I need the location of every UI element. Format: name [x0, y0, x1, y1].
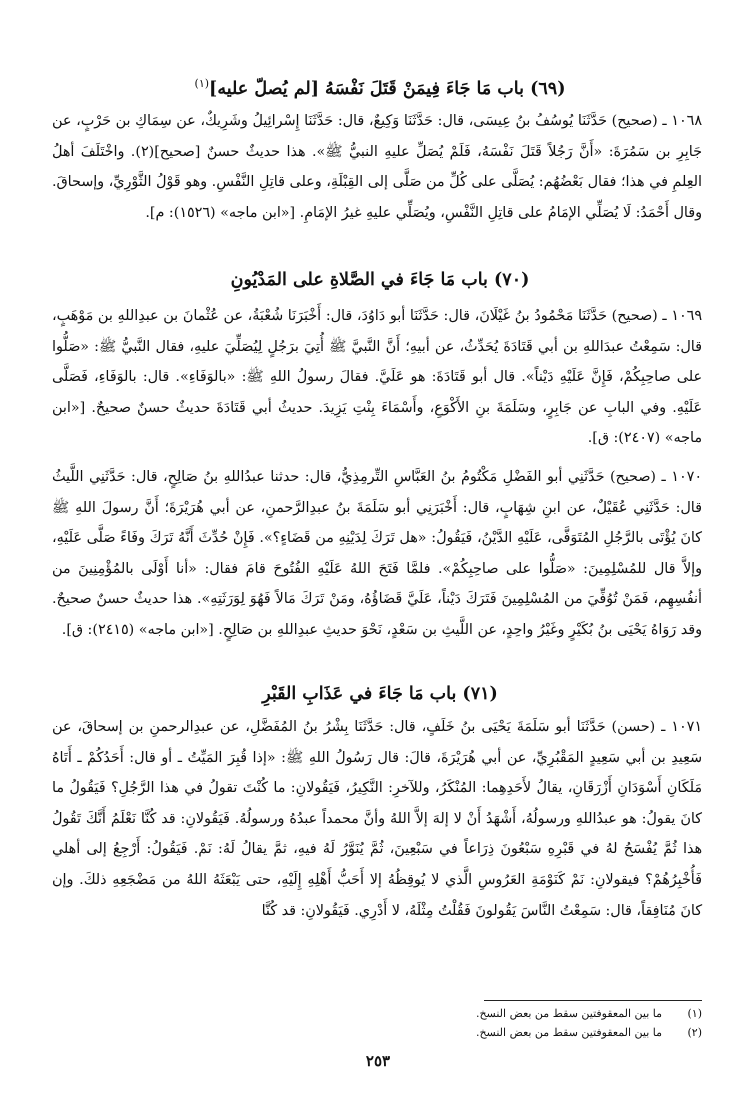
footnote-divider	[484, 1000, 702, 1001]
footnote-1	[362, 1006, 702, 1022]
hadith-1069: ١٠٦٩ ـ (صحيح) حَدَّثَنَا مَحْمُودُ بنُ غَيْلَانَ، قال: حَدَّثَنَا أبو دَاوُدَ، قال: أَخْبَرَنَا شُعْبَةُ، عن عُثْمانَ بن عبدِاللهِ بن مَوْهَبٍ، قال: سَمِعْتُ عبدَاللهِ بن أبي قَتَادَةَ يُحَدِّثُ، عن أبيهِ؛ أَنَّ النَّبيَّ ﷺ أُتِيَ برَجُلٍ لِيُصَلِّيَ عليهِ، فقال النَّبيُّ ﷺ: «صَلُّوا على صاحِبِكُمْ، فَإِنَّ عَلَيْهِ دَيْناً». قال أبو قَتَادَةَ: هو عَلَيَّ. فقالَ رسولُ اللهِ ﷺ: «بالوَفَاءِ». قال: بالوَفَاءِ، فَصَلَّى عَلَيْهِ. وفي البابِ عن جَابِرٍ، وسَلَمَةَ بنِ الأَكْوَعِ، وأَسْمَاءَ بِنْتِ يَزِيدَ. حديثُ أبي قَتَادَةَ حديثٌ حسنٌ صحيحٌ. [«ابن ماجه» (٢٤٠٧): ق].	[52, 308, 702, 447]
hadith-block-1070	[52, 462, 702, 676]
footnote-1-number: (١)	[687, 1007, 702, 1020]
hadith-block-1069	[52, 301, 702, 453]
hadith-1068: ١٠٦٨ ـ (صحيح) حَدَّثَنَا يُوسُفُ بنُ عِيسَى، قال: حَدَّثَنَا وَكِيعٌ، قال: حَدَّثَنَا إِسْرائِيلُ وشَرِيكٌ، عن سِمَاكِ بن حَرْبٍ، عن جَابِرِ بن سَمُرَةَ: «أَنَّ رَجُلاً قَتَلَ نَفْسَهُ، فَلَمْ يُصَلِّ عليهِ النبيُّ ﷺ». هذا حديثٌ حسنٌ [صحيح](٢). واخْتَلَفَ أهلُ العِلمِ في هذا؛ فقال بَعْضُهُم: يُصَلَّى على كُلِّ من صَلَّى إلى القِبْلَةِ، وعلى قاتِلِ النَّفْسِ. وهو قَوْلُ الثَّوْرِيِّ، وإسحاقَ. وقال أَحْمَدُ: لَا يُصَلِّي الإمَامُ على قاتِلِ النَّفْسِ، ويُصَلِّي عليهِ غيرُ الإمَامِ. [«ابن ماجه» (١٥٢٦): م].	[52, 113, 702, 221]
footnote-1-text: ما بين المعقوفتين سقط من بعض النسخ.	[475, 1007, 662, 1020]
hadith-1071: ١٠٧١ ـ (حسن) حَدَّثَنَا أبو سَلَمَةَ يَحْيَى بنُ خَلَفٍ، قال: حَدَّثَنَا بِشْرُ بنُ المُفَضَّلِ، عن عبدِالرحمنِ بن إسحاقَ، عن سَعِيدِ بن أبي سَعِيدٍ المَقْبُرِيِّ، عن أبي هُرَيْرَةَ، قالَ: قال رَسُولُ اللهِ ﷺ: «إذا قُبِرَ المَيِّتُ ـ أو قال: أَحَدُكُمْ ـ أَتَاهُ مَلَكَانِ أَسْوَدَانِ أَزْرَقَانِ، يقالُ لأَحَدِهِما: المُنْكَرُ، وللآخرِ: النَّكِيرُ، فَيَقُولانِ: ما كُنْتَ تقولُ في هذا الرَّجُلِ؟ فَيَقُولُ ما كانَ يقولُ: هو عبدُاللهِ ورسولُهُ، أَشْهَدُ أَنْ لا إلهَ إلاَّ اللهُ وأنَّ محمداً عبدُهُ ورسولُهُ. فَيَقُولانِ: قد كُنَّا نَعْلَمُ أَنَّكَ تَقُولُ هذا ثُمَّ يُفْسَحُ لهُ في قَبْرِهِ سَبْعُونَ ذِرَاعاً في سَبْعِينَ، ثُمَّ يُنَوَّرُ لَهُ فيهِ، ثمَّ يقالُ لَهُ: نَمْ. فَيَقُولُ: أَرْجِعُ إلى أهلي فَأُخْبِرُهُمْ؟ فيقولانِ: نَمْ كَنَوْمَةِ العَرُوسِ الَّذي لا يُوقِظُهُ إلا أَحَبُّ أَهْلِهِ إِلَيْهِ، حتى يَبْعَثَهُ اللهُ من مَضْجَعِهِ ذلكَ. وإن كانَ مُنَافِقاً، قال: سَمِعْتُ النَّاسَ يَقُولونَ فَقُلْتُ مِثْلَهُ، لا أَدْرِي. فَيَقُولانِ: قد كُنَّا	[52, 719, 702, 919]
footnote-marker: (١)	[194, 77, 210, 90]
hadith-1070: ١٠٧٠ ـ (صحيح) حَدَّثَنِي أبو الفَضْلِ مَكْتُومُ بنُ العَبَّاسِ التِّرمِذِيُّ، قال: حدثنا عبدُاللهِ بنُ صَالِحٍ، قال: حَدَّثَنِي اللَّيثُ قال: حَدَّثَنِي عُقَيْلٌ، عن ابنِ شِهَابٍ، قال: أَخْبَرَنِي أبو سَلَمَةَ بنُ عبدِالرَّحمنِ، عن أبي هُرَيْرَةَ؛ أَنَّ رسولَ اللهِ ﷺ كانَ يُؤْتَى بالرَّجُلِ المُتَوَفَّى، عَلَيْهِ الدَّيْنُ، فَيَقُولُ: «هل تَرَكَ لِدَيْنِهِ من قَضَاءٍ؟». فَإِنْ حُدِّثَ أَنَّهُ تَرَكَ وفَاءً صَلَّى عَلَيْهِ، وإلاَّ قال للمُسْلِمِينَ: «صَلُّوا على صاحِبِكُمْ». فلمَّا فَتَحَ اللهُ عَلَيْهِ الفُتُوحَ قامَ فقال: «أنا أَوْلَى بالمُؤْمِنِينَ من أنفُسِهِم، فَمَنْ تُوُفِّيَ من المُسْلِمِينَ فَتَرَكَ دَيْناً، عَلَيَّ قَضَاؤُهُ، ومَنْ تَرَكَ مَالاً فَهُوَ لِوَرَثَتِهِ». هذا حديثٌ حسنٌ صحيحٌ. وقد رَوَاهُ يَحْيَى بنُ بُكَيْرٍ وغَيْرُ واحِدٍ، عن اللَّيثِ بن سَعْدٍ، نَحْوَ حديثِ عبدِاللهِ بن صَالِحٍ. [«ابن ماجه» (٢٤١٥): ق].	[52, 469, 702, 638]
chapter-heading-69	[60, 70, 700, 103]
hadith-block-1068	[52, 106, 702, 258]
chapter-heading-69-title: (٦٩) باب مَا جَاءَ فِيمَنْ قَتَلَ نَفْسَهُ [لم يُصلّ عليه]	[209, 78, 566, 99]
page-number: ٢٥٣	[365, 1052, 391, 1070]
footnote-2	[362, 1025, 702, 1041]
chapter-heading-71	[60, 680, 700, 708]
hadith-block-1071	[52, 712, 702, 957]
chapter-heading-70-title: (٧٠) باب مَا جَاءَ في الصَّلاةِ على المَدْيُونِ	[230, 270, 530, 290]
footnote-2-text: ما بين المعقوفتين سقط من بعض النسخ.	[475, 1026, 662, 1039]
footnote-2-number: (٢)	[687, 1026, 702, 1039]
chapter-heading-70	[60, 266, 700, 294]
chapter-heading-71-title: (٧١) باب مَا جَاءَ في عَذَابِ القَبْرِ	[262, 684, 498, 704]
